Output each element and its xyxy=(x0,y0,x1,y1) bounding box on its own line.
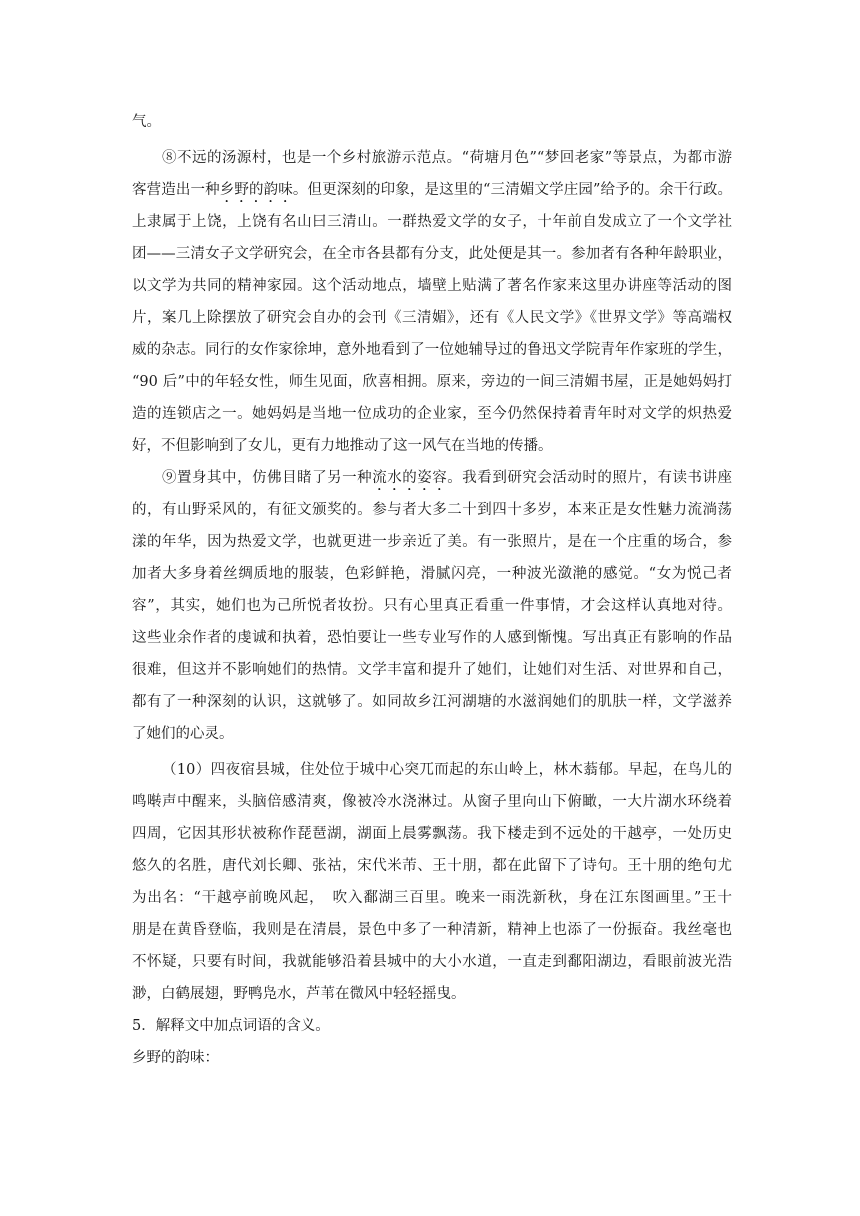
text-line: 容”，其实，她们也为己所悦者妆扮。只有心里真正看重一件事情，才会这样认真地对待。 xyxy=(132,598,732,614)
text-run: ⑨置身其中，仿佛目睹了另一种 xyxy=(162,470,373,486)
text-line: 威的杂志。同行的女作家徐坤，意外地看到了一位她辅导过的鲁迅文学院青年作家班的学生， xyxy=(132,342,732,358)
text-line: “90 后”中的年轻女性，师生见面，欣喜相拥。原来，旁边的一间三清媚书屋，正是她妈妈打 xyxy=(132,374,732,390)
text-line: 了她们的心灵。 xyxy=(132,726,234,742)
text-line xyxy=(132,180,732,202)
text-line: 都有了一种深刻的认识，这就够了。如同故乡江河湖塘的水滋润她们的肌肤一样，文学滋养 xyxy=(132,694,732,710)
answer-prompt-line: 乡野的韵味： xyxy=(132,1050,219,1066)
text-line xyxy=(162,468,732,490)
text-run: 。我看到研究会活动时的照片，有读书讲座 xyxy=(447,470,732,486)
question-line: 5．解释文中加点词语的含义。 xyxy=(132,1018,330,1034)
emphasized-term: 流水的姿容 xyxy=(372,470,448,486)
text-line: 悠久的名胜，唐代刘长卿、张祜，宋代米芾、王十朋，都在此留下了诗句。王十朋的绝句尤 xyxy=(132,858,732,874)
text-line: 以文学为共同的精神家园。这个活动地点，墙壁上贴满了著名作家来这里办讲座等活动的图 xyxy=(132,278,732,294)
text-line: ⑧不远的汤源村，也是一个乡村旅游示范点。“荷塘月色”“梦回老家”等景点，为都市游 xyxy=(162,150,732,166)
text-line: 不怀疑，只要有时间，我就能够沿着县城中的大小水道，一直走到鄱阳湖边，看眼前波光浩 xyxy=(132,954,732,970)
text-line: 加者大多身着丝绸质地的服装，色彩鲜艳，滑腻闪亮，一种波光潋滟的感觉。“女为悦己者 xyxy=(132,566,732,582)
text-line: 很难，但这并不影响她们的热情。文学丰富和提升了她们，让她们对生活、对世界和自己， xyxy=(132,662,732,678)
text-line: 四周，它因其形状被称作琵琶湖，湖面上晨雾飘荡。我下楼走到不远处的干越亭，一处历史 xyxy=(132,826,732,842)
emphasized-term: 乡野的韵味 xyxy=(219,182,293,198)
text-line: 渺，白鹤展翅，野鸭凫水，芦苇在微风中轻轻摇曳。 xyxy=(132,986,466,1002)
text-line: 气。 xyxy=(132,114,161,130)
text-line: 上隶属于上饶，上饶有名山曰三清山。一群热爱文学的女子，十年前自发成立了一个文学社 xyxy=(132,214,732,230)
text-line: 团——三清女子文学研究会，在全市各县都有分支，此处便是其一。参加者有各种年龄职业， xyxy=(132,246,732,262)
text-line: 好，不但影响到了女儿，更有力地推动了这一风气在当地的传播。 xyxy=(132,438,553,454)
text-line: 片，案几上除摆放了研究会自办的会刊《三清媚》，还有《人民文学》《世界文学》等高端权 xyxy=(132,310,732,326)
text-line: 朋是在黄昏登临，我则是在清晨，景色中多了一种清新，精神上也添了一份振奋。我丝毫也 xyxy=(132,922,732,938)
text-run: 。但更深刻的印象，是这里的“三清媚文学庄园”给予的。余干行政。 xyxy=(292,182,732,198)
text-run: 客营造出一种 xyxy=(132,182,220,198)
text-line: 为出名：“干越亭前晚风起， 吹入鄱湖三百里。晚来一雨洗新秋，身在江东图画里。”王十 xyxy=(132,890,732,906)
text-line: 这些业余作者的虔诚和执着，恐怕要让一些专业写作的人感到惭愧。写出真正有影响的作品 xyxy=(132,630,732,646)
text-line: 造的连锁店之一。她妈妈是当地一位成功的企业家，至今仍然保持着青年时对文学的炽热爱 xyxy=(132,406,732,422)
text-line: （10）四夜宿县城，住处位于城中心突兀而起的东山岭上，林木蓊郁。早起，在鸟儿的 xyxy=(162,762,732,778)
text-line: 的，有山野采风的，有征文颁奖的。参与者大多二十到四十多岁，本来正是女性魅力流淌荡 xyxy=(132,502,732,518)
text-line: 漾的年华，因为热爱文学，也就更进一步亲近了美。有一张照片，是在一个庄重的场合，参 xyxy=(132,534,732,550)
text-line: 鸣啭声中醒来，头脑倍感清爽，像被冷水浇淋过。从窗子里向山下俯瞰，一大片湖水环绕着 xyxy=(132,794,732,810)
